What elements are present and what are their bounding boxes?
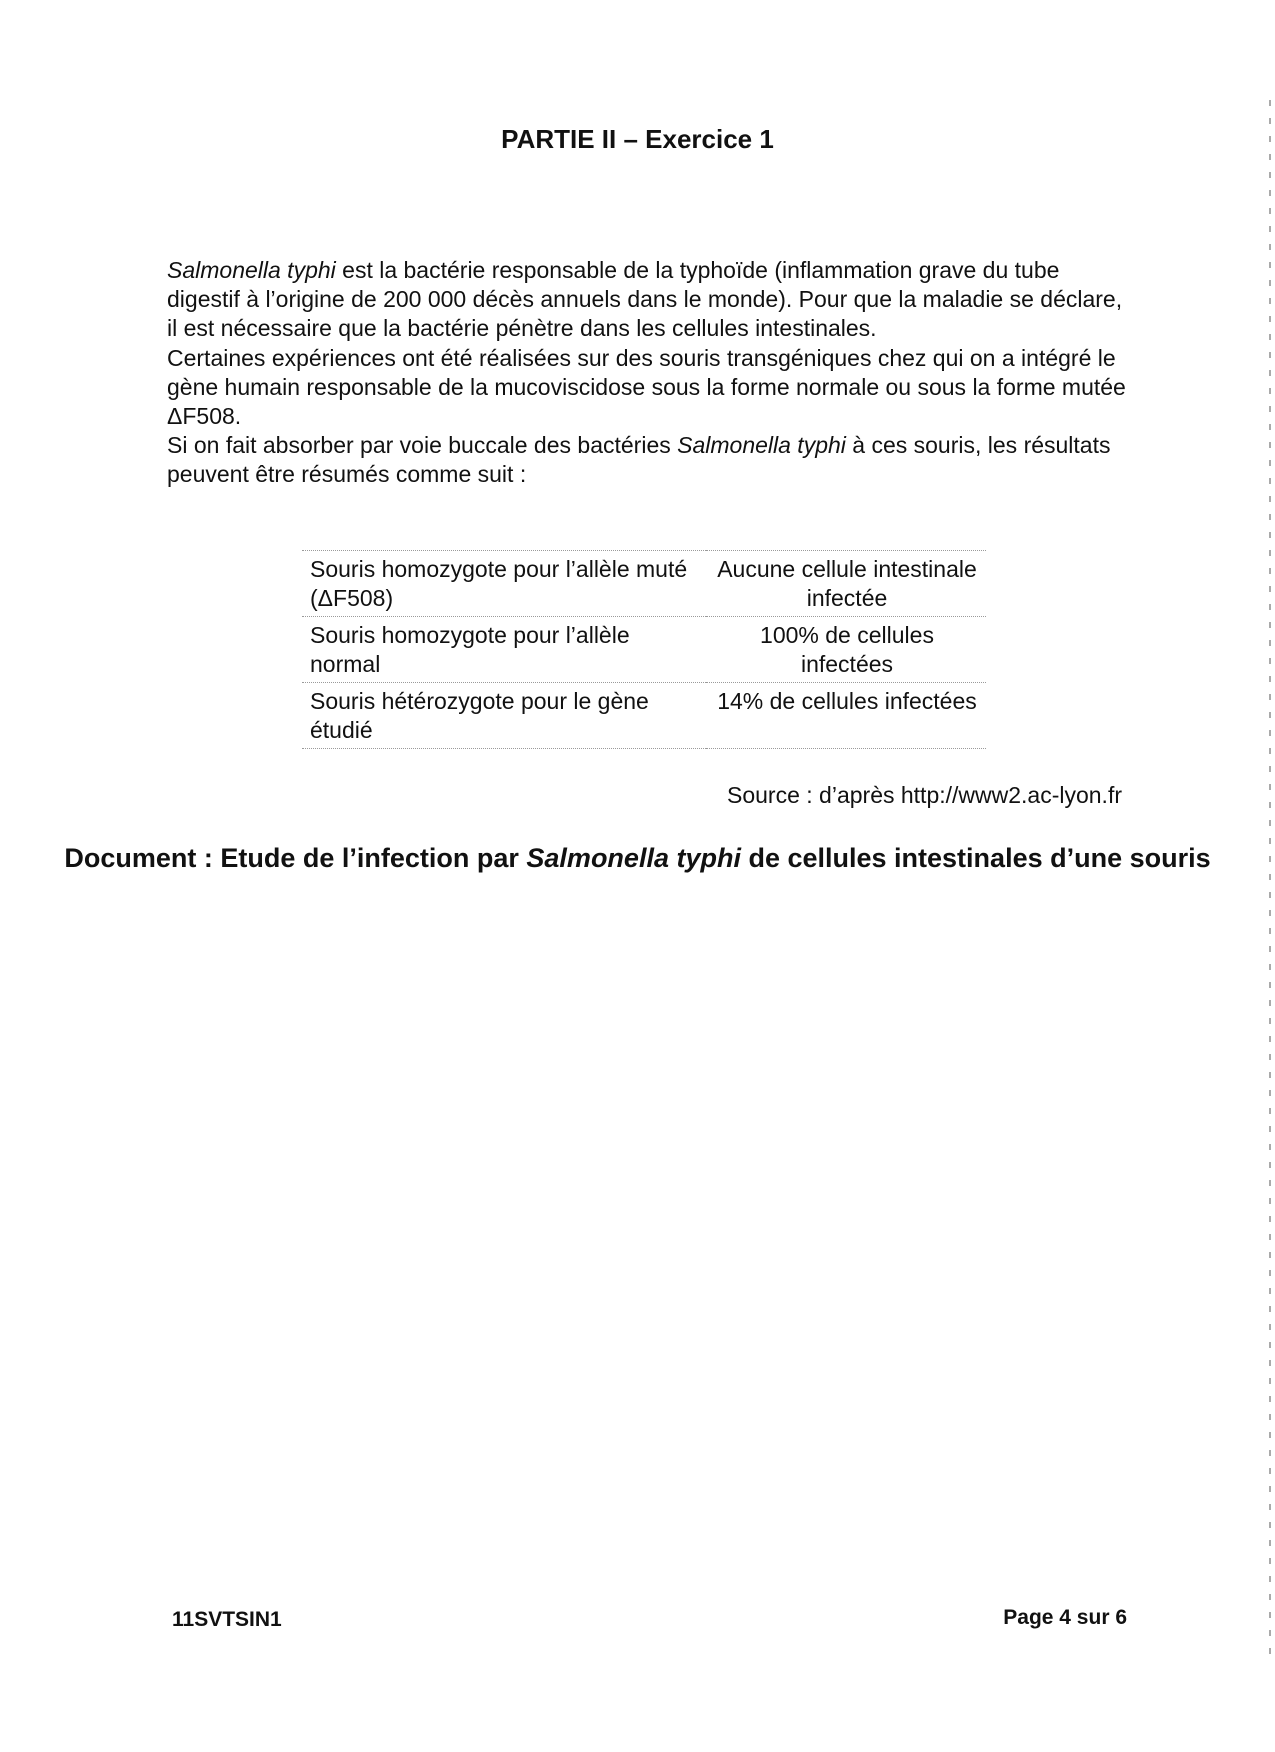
scan-edge-line [1269, 100, 1271, 1660]
infection-result-cell: 100% de cellules infectées [706, 617, 986, 683]
species-name: Salmonella typhi [167, 257, 336, 283]
source-citation: Source : d’après http://www2.ac-lyon.fr [727, 782, 1122, 808]
intro-paragraph-3 [167, 431, 1127, 489]
mouse-genotype-cell: Souris homozygote pour l’allèle normal [302, 617, 706, 683]
species-name: Salmonella typhi [526, 843, 741, 873]
table-row [302, 683, 986, 749]
page-title: PARTIE II – Exercice 1 [501, 124, 774, 154]
intro-paragraph-3-text-a: Si on fait absorber par voie buccale des bactéries [167, 432, 678, 459]
species-name: Salmonella typhi [677, 432, 846, 459]
page-number: Page 4 sur 6 [1003, 1606, 1127, 1629]
intro-text [167, 256, 1127, 490]
intro-paragraph-1 [167, 256, 1127, 344]
intro-paragraph-2: Certaines expériences ont été réalisées sur des souris transgéniques chez qui on a intégré le gène humain responsable de la mucoviscidose sous la forme normale ou sous la forme mutée ΔF508. [167, 344, 1126, 430]
document-caption [0, 842, 1275, 875]
table-row [302, 551, 986, 617]
document-caption-text-b: de cellules intestinales d’une souris [740, 843, 1211, 873]
exam-code: 11SVTSIN1 [172, 1608, 282, 1631]
intro-paragraph-1-text: est la bactérie responsable de la typhoïde (inflammation grave du tube digestif à l’origine de 200 000 décès annuels dans le monde). Pour que la maladie se déclare, il est nécessaire que la bactérie pénètre dans les cellules intestinales. [167, 257, 1123, 342]
infection-result-cell: 14% de cellules infectées [706, 683, 986, 749]
document-caption-text-a: Document : Etude de l’infection par [64, 843, 527, 873]
results-table [302, 550, 986, 749]
mouse-genotype-cell: Souris hétérozygote pour le gène étudié [302, 683, 706, 749]
table-row [302, 617, 986, 683]
intro-paragraph-3-text-b: à ces souris, les résultats peuvent être résumés comme suit : [167, 432, 1111, 488]
infection-result-cell: Aucune cellule intestinale infectée [706, 551, 986, 617]
mouse-genotype-cell: Souris homozygote pour l’allèle muté (ΔF508) [302, 551, 706, 617]
